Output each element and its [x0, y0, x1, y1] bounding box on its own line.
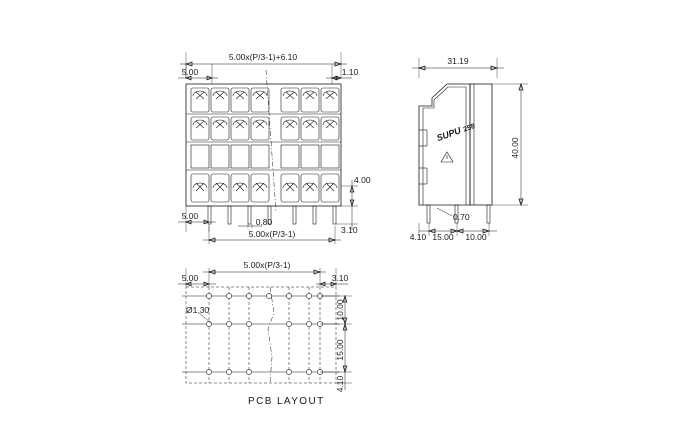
- terminal-cell: [281, 145, 299, 168]
- terminal-cell: [281, 174, 299, 202]
- pcb-board-outline: [186, 287, 336, 383]
- front-terminal-row-4: [191, 174, 339, 202]
- side-width-dimension: [412, 56, 504, 78]
- terminal-cell: [231, 117, 249, 140]
- dim-side-foot: 0.70: [453, 212, 470, 222]
- terminal-cell: [321, 145, 339, 168]
- dim-pcb-overall: 5.00x(P/3-1): [243, 260, 291, 270]
- terminal-cell: [211, 145, 229, 168]
- front-terminal-row-1: [191, 88, 339, 112]
- side-right-wall: [470, 84, 492, 205]
- brand-number: 258: [462, 123, 476, 134]
- dim-side-height: 40.00: [510, 137, 520, 159]
- dim-front-bottom-right: 3.10: [341, 225, 358, 235]
- terminal-cell: [301, 117, 319, 140]
- side-bottom-dimensions: [410, 223, 497, 242]
- side-foot-dimension: [437, 208, 470, 222]
- terminal-cell: [301, 145, 319, 168]
- terminal-cell: [211, 88, 229, 112]
- dim-front-bottom-left: 5.00: [181, 211, 199, 221]
- terminal-cell: [301, 174, 319, 202]
- terminal-cell: [251, 88, 269, 112]
- front-bottom-dimensions: [178, 206, 341, 244]
- dim-side-width: 31.19: [447, 56, 469, 66]
- terminal-cell: [251, 174, 269, 202]
- terminal-cell: [231, 145, 249, 168]
- pcb-grid-columns: [209, 287, 320, 383]
- dim-pcb-row-2: 15.00: [335, 339, 345, 361]
- terminal-cell: [191, 145, 209, 168]
- dim-side-mid: 15.00: [432, 232, 454, 242]
- dim-front-bottom-overall: 5.00x(P/3-1): [248, 229, 296, 239]
- terminal-cell: [301, 88, 319, 112]
- terminal-cell: [321, 88, 339, 112]
- terminal-cell: [281, 88, 299, 112]
- terminal-cell: [251, 145, 269, 168]
- side-view: [410, 56, 528, 242]
- dim-side-right: 10.00: [465, 232, 487, 242]
- side-body-inner: [423, 87, 466, 205]
- side-body-outline: [419, 84, 470, 205]
- brand-name: SUPU: [435, 125, 463, 144]
- dim-pcb-hole-dia: Ø1.30: [186, 305, 210, 315]
- pcb-center-break: [268, 287, 274, 383]
- pcb-layout-view: [178, 260, 352, 407]
- dim-pcb-edge: 4.10: [335, 375, 345, 393]
- side-height-dimension: [492, 84, 528, 205]
- terminal-cell: [191, 174, 209, 202]
- pcb-layout-label: PCB LAYOUT: [248, 396, 325, 407]
- front-terminal-row-3: [191, 145, 339, 168]
- terminal-cell: [191, 88, 209, 112]
- front-terminal-row-2: [191, 117, 339, 140]
- terminal-cell: [211, 174, 229, 202]
- pcb-hole-dia-leader: [186, 305, 211, 323]
- terminal-cell: [281, 117, 299, 140]
- dim-front-top-left: 5.00: [181, 67, 199, 77]
- pcb-right-dimensions: [320, 296, 352, 392]
- terminal-cell: [211, 117, 229, 140]
- terminal-cell: [231, 88, 249, 112]
- terminal-cell: [321, 174, 339, 202]
- dim-pcb-row-1: 10.00: [335, 299, 345, 321]
- front-center-break: [266, 70, 276, 212]
- dim-front-pin-height: 4.00: [354, 175, 371, 185]
- dim-front-top-right: 1.10: [341, 67, 359, 77]
- pcb-top-dimensions: [178, 260, 349, 287]
- warning-triangle-icon: [441, 152, 453, 162]
- terminal-cell: [231, 174, 249, 202]
- terminal-cell: [191, 117, 209, 140]
- dim-front-pin-width: 0.80: [255, 217, 273, 227]
- dim-pcb-right: 3.10: [331, 273, 349, 283]
- terminal-cell: [321, 117, 339, 140]
- terminal-cell: [251, 117, 269, 140]
- dim-front-top-overall: 5.00x(P/3-1)+6.10: [228, 52, 298, 62]
- dim-side-left-edge: 4.10: [409, 232, 427, 242]
- dim-pcb-left: 5.00: [181, 273, 199, 283]
- front-view: [178, 52, 371, 244]
